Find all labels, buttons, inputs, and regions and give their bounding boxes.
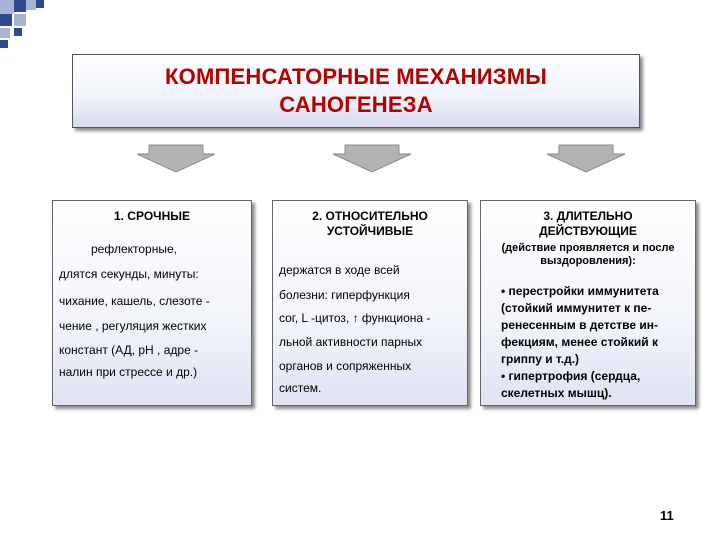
column-subheading: выздоровления):: [540, 255, 636, 267]
column-text-line: органов и сопряженных: [279, 359, 412, 373]
title-line-2: САНОГЕНЕЗА: [279, 92, 433, 117]
column-relatively-stable: [272, 200, 468, 406]
column-heading: УСТОЙЧИВЫЕ: [326, 224, 414, 238]
column-text-line: (стойкий иммунитет к пе-: [501, 301, 652, 315]
column-text-line: льной активности парных: [279, 335, 423, 349]
corner-square: [0, 14, 12, 26]
column-text-line: чение , регуляция жестких: [59, 319, 207, 333]
column-text-line: длятся секунды, минуты:: [59, 267, 199, 281]
column-text-line: • гипертрофия (сердца,: [501, 369, 641, 383]
column-text-line: чихание, кашель, слезоте -: [59, 294, 210, 308]
corner-square: [0, 40, 8, 48]
column-text-line: ренесенным в детстве ин-: [501, 318, 659, 332]
corner-square: [0, 28, 10, 38]
corner-square: [14, 14, 26, 26]
corner-square: [0, 0, 14, 14]
down-arrow-icon: [545, 143, 627, 173]
column-heading: 1. СРОЧНЫЕ: [113, 209, 191, 223]
column-text-line: гриппу и т.д.): [501, 352, 580, 366]
corner-square: [26, 0, 36, 10]
down-arrow-icon: [135, 143, 217, 173]
column-urgent: [52, 200, 252, 406]
column-text-line: налин при стрессе и др.): [59, 365, 198, 379]
column-text-line: систем.: [279, 381, 322, 395]
corner-square: [14, 28, 22, 36]
column-subheading: (действие проявляется и после: [501, 242, 675, 254]
column-text-line: констант (АД, рН , адре -: [59, 343, 199, 357]
down-arrow-icon: [331, 143, 413, 173]
column-text-line: сог, L -цитоз, ↑ функциона -: [279, 311, 431, 325]
column-text-line: скелетных мышц).: [501, 386, 612, 400]
column-text-line: держатся в ходе всей: [279, 263, 400, 277]
column-text-line: болезни: гиперфункция: [279, 288, 410, 302]
column-heading: 2. ОТНОСИТЕЛЬНО: [312, 209, 428, 223]
column-long-acting: [480, 200, 696, 406]
page-number: 11: [660, 508, 674, 523]
title-box: [72, 54, 640, 128]
column-heading: ДЕЙСТВУЮЩИЕ: [539, 224, 637, 238]
column-text-line: фекциям, менее стойкий к: [501, 335, 659, 349]
corner-square: [14, 0, 26, 12]
column-text-line: рефлекторные,: [91, 242, 177, 256]
column-text-line: • перестройки иммунитета: [501, 284, 659, 298]
column-heading: 3. ДЛИТЕЛЬНО: [543, 209, 633, 223]
corner-square: [36, 0, 44, 8]
title-line-1: КОМПЕНСАТОРНЫЕ МЕХАНИЗМЫ: [165, 64, 547, 89]
